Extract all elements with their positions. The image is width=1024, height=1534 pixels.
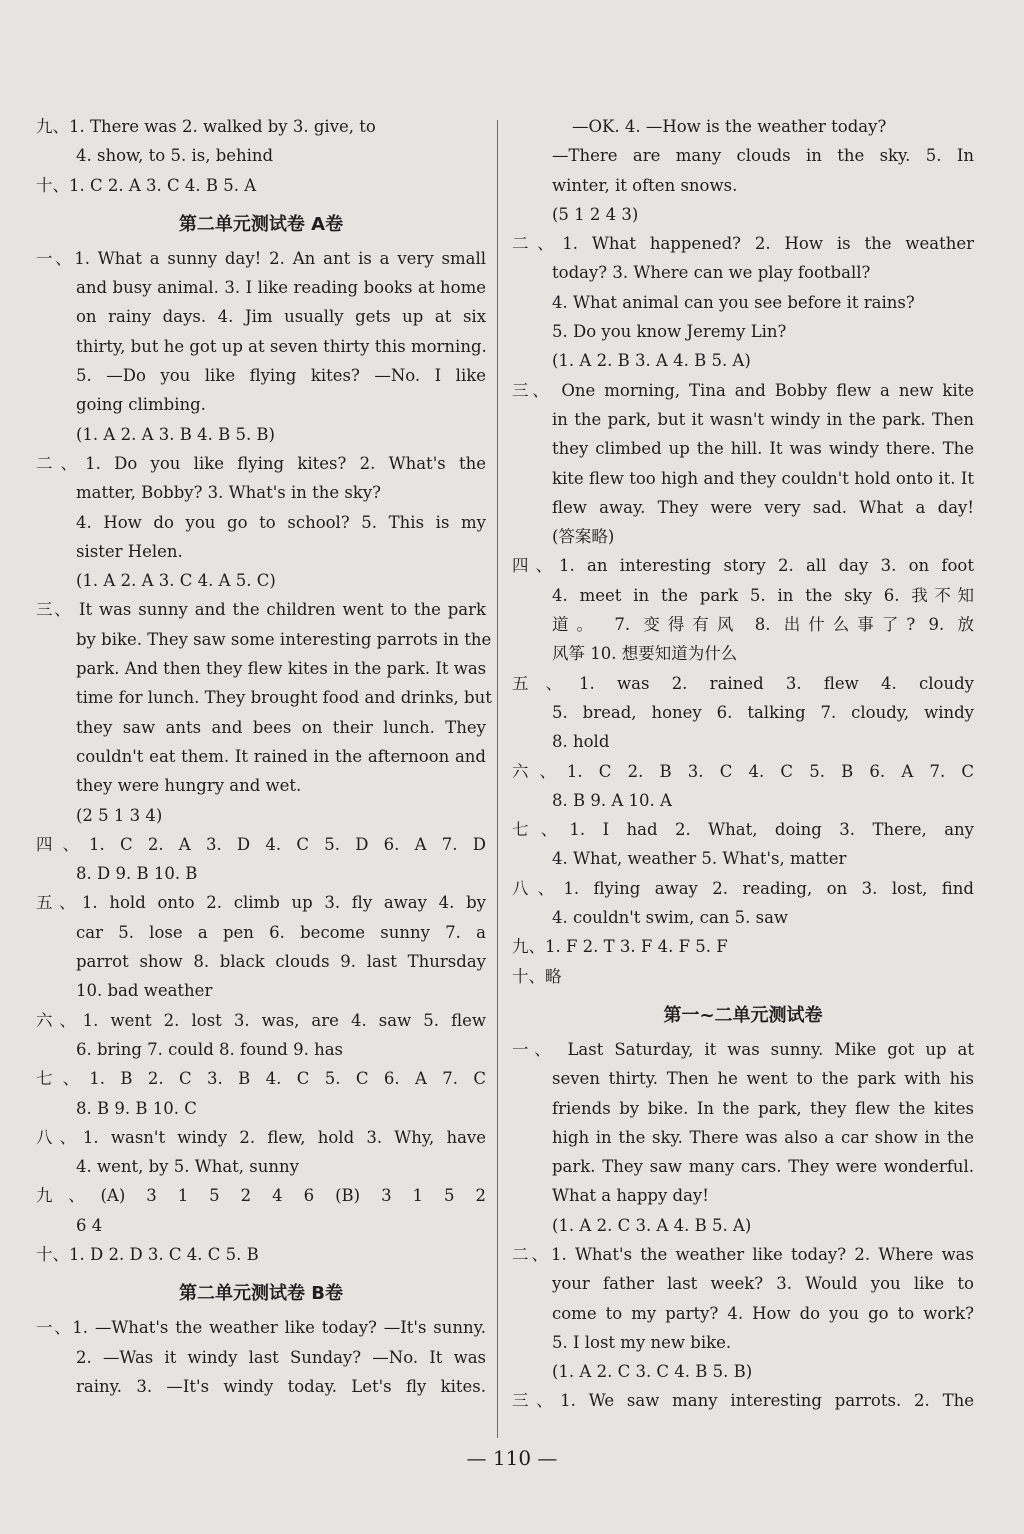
answer-line: your father last week? 3. Would you like to bbox=[552, 1274, 974, 1294]
answer-line: 一、1. What a sunny day! 2. An ant is a very small bbox=[36, 248, 486, 268]
answer-line: 4. How do you go to school? 5. This is my bbox=[76, 512, 486, 532]
answer-line: they were hungry and wet. bbox=[76, 776, 302, 796]
answer-line: high in the sky. There was also a car show in the bbox=[552, 1127, 974, 1147]
answer-line: 5. —Do you like flying kites? —No. I like bbox=[76, 366, 486, 386]
answer-line: 6. bring 7. could 8. found 9. has bbox=[76, 1039, 344, 1059]
answer-line: 五、1. hold onto 2. climb up 3. fly away 4. by bbox=[36, 893, 486, 913]
answer-line: 道。 7. 变得有风 8. 出什么事了? 9. 放 bbox=[552, 615, 974, 635]
answer-line: 5. bread, honey 6. talking 7. cloudy, windy bbox=[552, 702, 974, 722]
answer-line: on rainy days. 4. Jim usually gets up at six bbox=[76, 307, 486, 327]
answer-line: seven thirty. Then he went to the park with his bbox=[552, 1069, 974, 1089]
answer-line: 七、1. I had 2. What, doing 3. There, any bbox=[512, 820, 974, 840]
answer-line: 二、1. What's the weather like today? 2. Where was bbox=[512, 1244, 974, 1264]
section-heading: 第二单元测试卷 A卷 bbox=[178, 213, 344, 235]
answer-line: 5. I lost my new bike. bbox=[552, 1332, 732, 1352]
answer-line: rainy. 3. —It's windy today. Let's fly kites. bbox=[76, 1376, 486, 1396]
section-heading: 第一~二单元测试卷 bbox=[663, 1004, 823, 1026]
answer-line: 八、1. flying away 2. reading, on 3. lost, find bbox=[512, 878, 974, 898]
answer-line: 4. show, to 5. is, behind bbox=[76, 146, 274, 166]
answer-line: come to my party? 4. How do you go to work? bbox=[552, 1303, 974, 1323]
answer-line: 10. bad weather bbox=[76, 981, 213, 1001]
answer-line: 2. —Was it windy last Sunday? —No. It was bbox=[76, 1347, 486, 1367]
answer-line: 二、1. Do you like flying kites? 2. What's the bbox=[36, 453, 486, 473]
answer-line: sister Helen. bbox=[76, 541, 183, 561]
answer-line: they saw ants and bees on their lunch. They bbox=[76, 717, 486, 737]
answer-line: 四、1. an interesting story 2. all day 3. on foot bbox=[512, 556, 974, 576]
answer-line: (1. A 2. B 3. A 4. B 5. A) bbox=[552, 351, 751, 371]
answer-line: flew away. They were very sad. What a day! bbox=[552, 497, 974, 517]
answer-line: 十、略 bbox=[512, 966, 562, 986]
answer-line: 十、1. D 2. D 3. C 4. C 5. B bbox=[36, 1244, 259, 1264]
answer-line: time for lunch. They brought food and drinks, but bbox=[76, 688, 492, 708]
answer-line: 一、 Last Saturday, it was sunny. Mike got up at bbox=[512, 1039, 974, 1059]
answer-line: (5 1 2 4 3) bbox=[552, 204, 639, 224]
answer-line: 五、1. was 2. rained 3. flew 4. cloudy bbox=[512, 673, 974, 693]
answer-line: —OK. 4. —How is the weather today? bbox=[572, 117, 887, 136]
answer-line: 三、1. We saw many interesting parrots. 2. The bbox=[512, 1391, 974, 1411]
answer-line: 十、1. C 2. A 3. C 4. B 5. A bbox=[36, 175, 257, 195]
answer-line: —There are many clouds in the sky. 5. In bbox=[552, 146, 974, 166]
answer-line: (1. A 2. C 3. A 4. B 5. A) bbox=[552, 1215, 752, 1235]
answer-line: 八、1. wasn't windy 2. flew, hold 3. Why, have bbox=[36, 1127, 486, 1147]
answer-line: 九、1. There was 2. walked by 3. give, to bbox=[36, 117, 376, 136]
answer-line: park. They saw many cars. They were wonderful. bbox=[552, 1157, 974, 1177]
answer-line: 6 4 bbox=[76, 1215, 103, 1235]
answer-line: and busy animal. 3. I like reading books at home bbox=[76, 278, 486, 298]
answer-line: 风筝 10. 想要知道为什么 bbox=[552, 644, 738, 664]
answer-line: they climbed up the hill. It was windy there. The bbox=[552, 439, 974, 459]
answer-line: (1. A 2. A 3. C 4. A 5. C) bbox=[76, 571, 276, 591]
answer-line: in the park, but it wasn't windy in the park. Then bbox=[552, 409, 974, 429]
answer-line: kite flew too high and they couldn't hold onto it. It bbox=[552, 468, 974, 488]
answer-line: 5. Do you know Jeremy Lin? bbox=[552, 322, 787, 342]
answer-line: 三、 It was sunny and the children went to the park bbox=[36, 600, 486, 620]
answer-line: 一、1. —What's the weather like today? —It's sunny. bbox=[36, 1318, 486, 1338]
answer-line: 二、1. What happened? 2. How is the weather bbox=[512, 234, 974, 254]
answer-line: today? 3. Where can we play football? bbox=[552, 263, 871, 283]
answer-line: (2 5 1 3 4) bbox=[76, 805, 163, 825]
answer-line: 六、1. C 2. B 3. C 4. C 5. B 6. A 7. C bbox=[512, 761, 974, 781]
answer-line: 8. B 9. B 10. C bbox=[76, 1098, 197, 1118]
answer-line: 8. B 9. A 10. A bbox=[552, 790, 672, 810]
section-heading: 第二单元测试卷 B卷 bbox=[179, 1283, 343, 1305]
answer-line: parrot show 8. black clouds 9. last Thursday bbox=[76, 952, 486, 972]
left-column bbox=[36, 112, 492, 1401]
answer-line: 4. What animal can you see before it rains? bbox=[552, 292, 915, 312]
answer-line: by bike. They saw some interesting parrots in the bbox=[76, 629, 492, 649]
answer-line: friends by bike. In the park, they flew the kites bbox=[552, 1098, 974, 1118]
answer-line: (1. A 2. A 3. B 4. B 5. B) bbox=[76, 424, 275, 444]
answer-line: What a happy day! bbox=[552, 1186, 709, 1206]
page-number: — 110 — bbox=[466, 1446, 558, 1470]
answer-line: park. And then they flew kites in the park. It was bbox=[76, 659, 487, 679]
answer-line: couldn't eat them. It rained in the afternoon and bbox=[76, 746, 486, 766]
answer-line: 4. meet in the park 5. in the sky 6. 我不知 bbox=[552, 585, 974, 605]
answer-line: 4. What, weather 5. What's, matter bbox=[552, 849, 847, 869]
answer-line: (1. A 2. C 3. C 4. B 5. B) bbox=[552, 1362, 753, 1382]
answer-line: 六、1. went 2. lost 3. was, are 4. saw 5. flew bbox=[36, 1010, 486, 1030]
answer-line: car 5. lose a pen 6. become sunny 7. a bbox=[76, 922, 486, 942]
answer-line: 4. couldn't swim, can 5. saw bbox=[552, 908, 789, 928]
answer-line: going climbing. bbox=[76, 395, 206, 415]
answer-line: 8. hold bbox=[552, 732, 610, 752]
answer-line: 九、1. F 2. T 3. F 4. F 5. F bbox=[512, 937, 728, 957]
answer-line: winter, it often snows. bbox=[552, 175, 738, 195]
answer-line: (答案略) bbox=[552, 527, 615, 547]
right-column bbox=[512, 112, 974, 1416]
answer-line: 三、 One morning, Tina and Bobby flew a new kite bbox=[512, 380, 974, 400]
answer-line: 七、1. B 2. C 3. B 4. C 5. C 6. A 7. C bbox=[36, 1069, 486, 1089]
answer-line: 8. D 9. B 10. B bbox=[76, 864, 198, 884]
answer-line: thirty, but he got up at seven thirty this morning. bbox=[76, 336, 487, 356]
column-divider bbox=[497, 120, 498, 1438]
answer-line: 九、(A) 3 1 5 2 4 6 (B) 3 1 5 2 bbox=[36, 1186, 486, 1206]
answer-line: 四、1. C 2. A 3. D 4. C 5. D 6. A 7. D bbox=[36, 834, 486, 854]
answer-line: matter, Bobby? 3. What's in the sky? bbox=[76, 483, 382, 503]
answer-line: 4. went, by 5. What, sunny bbox=[76, 1157, 299, 1177]
